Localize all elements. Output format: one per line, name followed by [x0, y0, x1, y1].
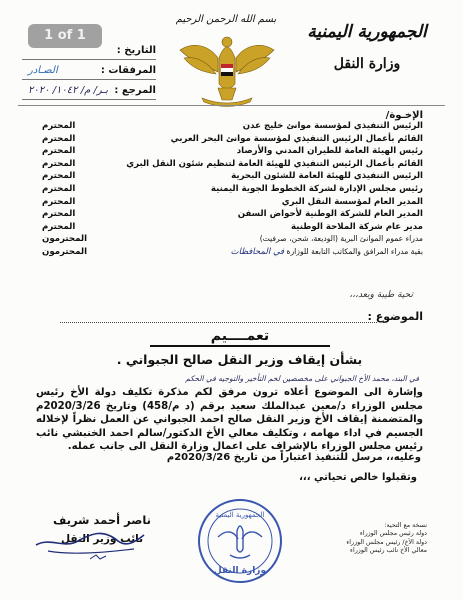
recipient-honorific: المحترم	[42, 221, 76, 232]
recipient-row	[42, 171, 423, 184]
recipient-row	[42, 134, 423, 147]
recipient-row	[42, 222, 423, 235]
recipient-honorific: المحترم	[42, 158, 76, 169]
ministry-stamp-icon	[196, 497, 284, 585]
recipient-honorific: المحترم	[42, 146, 76, 157]
regards-line: تحية طيبة وبعد،،،	[349, 290, 413, 300]
recipient-title: القائم بأعمال الرئيس التنفيذي لمؤسسة موانئ البحر العربي	[170, 133, 423, 144]
recipient-honorific: المحترم	[42, 121, 76, 131]
reference-block	[22, 44, 156, 104]
recipient-honorific: المحترمون	[42, 246, 88, 257]
header-right	[307, 22, 427, 72]
recipient-title: الرئيس التنفيذي لمؤسسة موانئ خليج عدن	[242, 121, 423, 131]
reference-value: بـر/ م/ ١٠٤٢/ ٢٠٢٠	[28, 85, 109, 96]
copies-heading: نسخة مع التحية:	[384, 522, 427, 529]
handwritten-insertion: في المحافظات	[230, 246, 285, 257]
recipient-row	[42, 184, 423, 197]
recipient-row	[42, 209, 423, 222]
recipient-title: المدير العام لمؤسسة النقل البري	[281, 196, 423, 207]
recipient-honorific: المحترم	[42, 196, 76, 207]
recipient-title: مدراء عموم الموانئ البرية (الوديعة، شحن، صرفيت)	[259, 234, 423, 244]
signatory-title: نائب وزير النقل	[60, 533, 144, 545]
recipient-row	[42, 234, 423, 247]
page-indicator[interactable]: 1 of 1	[28, 24, 102, 48]
recipient-row	[42, 121, 423, 134]
circular-heading: تعمــــيم	[150, 328, 330, 347]
recipient-title: رئيس الهيئة العامة للطيران المدني والأرصاد	[236, 146, 423, 157]
eagle-emblem-icon	[172, 28, 282, 108]
recipient-honorific: المحترم	[42, 171, 76, 182]
recipient-title	[231, 247, 423, 257]
recipients-greeting: الإخـوة/	[385, 110, 423, 121]
handwritten-note: في البند، محمد الأخ الجبواني على مخصصين لخم التأخير والتوجيه في الحكم	[185, 374, 419, 383]
recipient-row	[42, 197, 423, 210]
date-row	[22, 44, 156, 60]
recipient-honorific: المحترم	[42, 209, 76, 220]
effective-date-line: وعليه،، مرسل للتنفيذ اعتباراً من تاريخ 2020/3/26م	[166, 452, 421, 463]
copy-item: معالي الأخ نائب رئيس الوزراء	[350, 547, 427, 555]
stamp-top-text: الجمهورية اليمنية	[215, 511, 265, 519]
recipient-title: المدير العام للشركة الوطنية لأحواض السفن	[237, 209, 423, 220]
stamp-text: وزارة النقل	[213, 566, 267, 576]
recipient-row	[42, 159, 423, 172]
recipient-title: القائم بأعمال الرئيس التنفيذي للهيئة العامة لتنظيم شئون النقل البري	[126, 158, 423, 169]
attachments-row	[22, 64, 156, 80]
reference-label: المرجع :	[114, 85, 156, 96]
recipient-title-text: بقية مدراء المرافق والمكاتب التابعة للوزارة	[286, 246, 423, 256]
recipient-row	[42, 247, 423, 260]
signatory-name: ناصر أحمد شريف	[53, 513, 151, 527]
attachments-value: الصـادر	[28, 65, 58, 76]
subject-label: الموضوع :	[367, 310, 423, 323]
ministry-name: وزارة النقل	[333, 56, 401, 72]
recipient-honorific: المحترم	[42, 133, 76, 144]
subject-dotted-line	[60, 322, 377, 323]
attachments-label: المرفقات :	[100, 65, 156, 76]
reference-row	[22, 84, 156, 100]
recipient-title: رئيس مجلس الإدارة لشركة الخطوط الجوية اليمنية	[210, 183, 423, 194]
copy-item: دولة الأخ/ رئيس مجلس الوزراء	[346, 538, 427, 546]
handwritten-signature-icon	[30, 515, 150, 565]
recipient-title: الرئيس التنفيذي للهيئة العامة للشئون البحرية	[231, 171, 423, 182]
basmala: بسم الله الرحمن الرحيم	[175, 14, 277, 25]
date-label: التاريخ :	[116, 45, 156, 56]
body-paragraph: وإشارة الى الموضوع أعلاه ترون مرفق لكم مذكرة تكليف دولة الأخ رئيس مجلس الوزراء د/معين عبدالملك سعيد برقم (د م/458) وتاريخ 2020/3/26م والمتضمنة إيقاف الأخ وزير النقل صالح احمد الجبواني عن العمل نظراً لإخلاله الجسيم في اداء مهامه ، وتكليف معالي الأخ الدكتور/سالم احمد الخنبشي نائب رئيس مجلس الوزراء بالإشراف على اعمال وزارة النقل الى جانب عمله.	[36, 387, 423, 453]
closing-line: وتقبلوا خالص تحياتي ،،،	[299, 472, 417, 483]
copy-item: دولة رئيس مجلس الوزراء	[359, 530, 427, 538]
subject-line: بشأن إيقاف وزير النقل صالح الجبواني .	[116, 352, 363, 367]
header-divider	[18, 105, 445, 106]
recipient-honorific: المحترمون	[42, 234, 88, 245]
recipient-title: مدير عام شركة الملاحة الوطنية	[291, 221, 423, 232]
copies-list	[337, 522, 427, 556]
recipient-honorific: المحترم	[42, 183, 76, 194]
recipient-row	[42, 146, 423, 159]
republic-name: الجمهورية اليمنية	[307, 22, 427, 42]
recipients-list	[42, 121, 423, 260]
